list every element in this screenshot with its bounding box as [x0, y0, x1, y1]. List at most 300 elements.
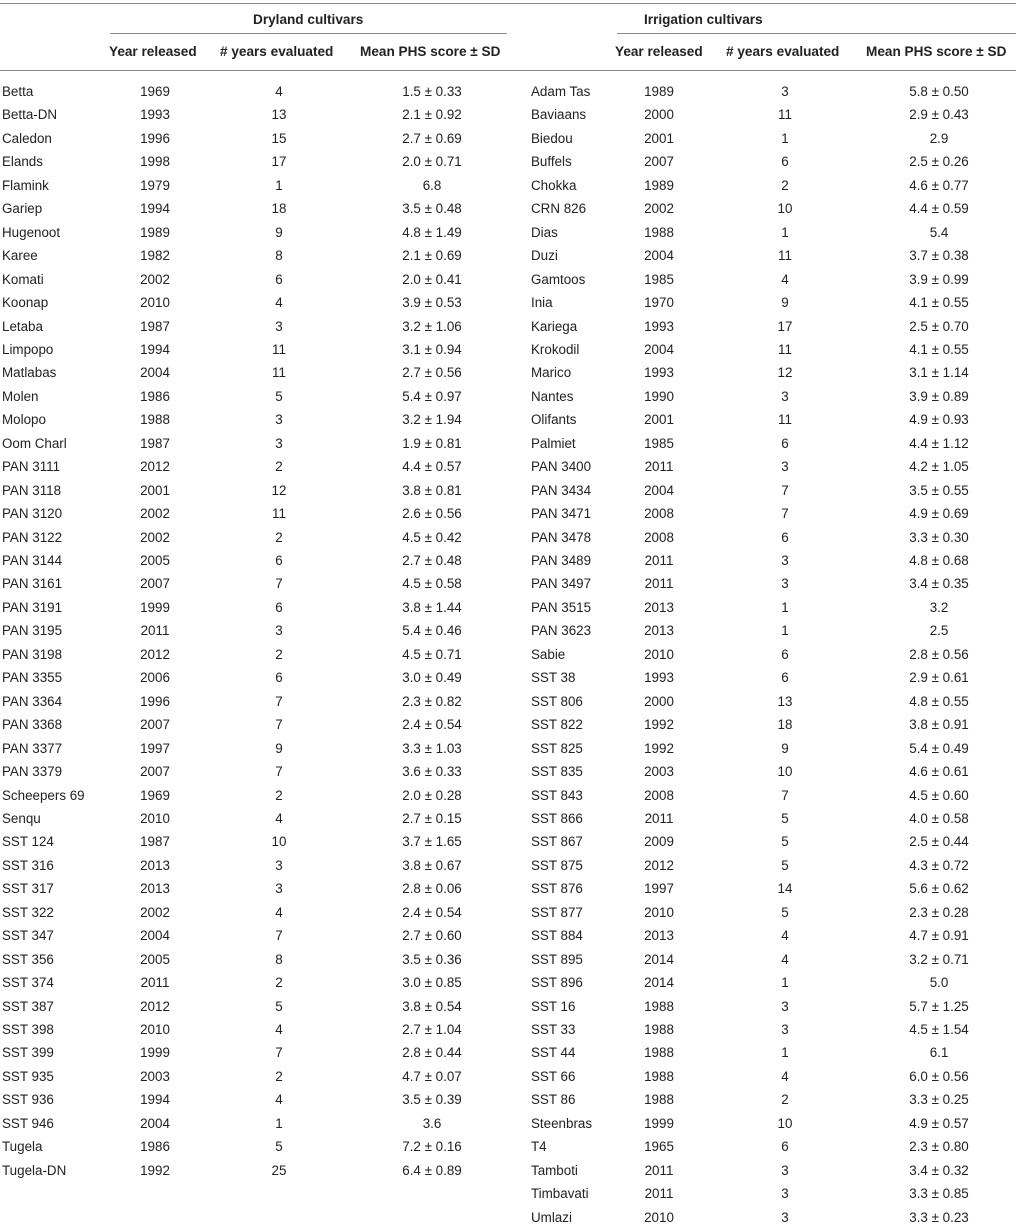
irrigation-mean-phs-header: Mean PHS score ± SD: [866, 44, 1007, 59]
irrigation-cultivar-cell: Krokodil: [531, 341, 580, 357]
dryland-mean-phs-score-cell: 2.7 ± 0.69: [402, 130, 462, 146]
irrigation-mean-phs-score-cell: 5.4 ± 0.49: [909, 740, 969, 756]
irrigation-mean-phs-score-cell: 4.1 ± 0.55: [909, 295, 969, 311]
dryland-cultivar-cell: Molopo: [2, 412, 46, 428]
irrigation-year-released-cell: 1992: [644, 717, 674, 733]
dryland-mean-phs-score-cell: 2.1 ± 0.92: [402, 107, 462, 123]
irrigation-cultivar-cell: Adam Tas: [531, 84, 591, 99]
dryland-cultivar-cell: Senqu: [2, 810, 41, 826]
irrigation-years-evaluated-cell: 17: [777, 318, 793, 334]
irrigation-mean-phs-score-cell: 4.4 ± 0.59: [909, 201, 969, 217]
dryland-cultivar-cell: SST 398: [2, 1022, 54, 1037]
irrigation-years-evaluated-cell: 7: [781, 482, 789, 498]
dryland-mean-phs-score-cell: 4.5 ± 0.58: [402, 576, 462, 592]
dryland-year-released-cell: 1969: [140, 787, 170, 803]
dryland-mean-phs-score-cell: 5.4 ± 0.97: [402, 388, 462, 404]
irrigation-cultivar-cell: Sabie: [531, 646, 566, 662]
dryland-year-released-cell: 2004: [140, 928, 170, 944]
irrigation-mean-phs-score-cell: 2.5 ± 0.26: [909, 154, 969, 170]
dryland-years-evaluated-cell: 15: [271, 130, 287, 146]
dryland-years-evaluated-cell: 3: [275, 435, 283, 451]
dryland-year-released-cell: 1979: [140, 177, 170, 193]
dryland-years-evaluated-cell: 8: [275, 248, 283, 264]
dryland-year-released-cell: 2004: [140, 365, 170, 381]
irrigation-cultivar-cell: Nantes: [531, 388, 574, 404]
dryland-mean-phs-score-cell: 2.7 ± 1.04: [402, 1022, 462, 1037]
dryland-years-evaluated-cell: 4: [275, 84, 283, 99]
irrigation-mean-phs-score-cell: 4.4 ± 1.12: [909, 435, 969, 451]
irrigation-mean-phs-score-cell: 2.3 ± 0.80: [909, 1139, 969, 1155]
irrigation-year-released-cell: 2011: [644, 576, 674, 592]
dryland-year-released-cell: 2007: [140, 717, 170, 733]
irrigation-year-released-cell: 1985: [644, 435, 674, 451]
dryland-mean-phs-score-cell: 3.7 ± 1.65: [402, 834, 462, 850]
irrigation-year-released-cell: 2009: [644, 834, 674, 850]
dryland-years-evaluated-cell: 1: [275, 1115, 283, 1131]
irrigation-years-evaluated-cell: 5: [781, 834, 789, 850]
dryland-year-released-cell: 1987: [140, 435, 170, 451]
dryland-mean-phs-score-cell: 2.0 ± 0.41: [402, 271, 462, 287]
dryland-cultivar-cell: PAN 3120: [2, 506, 63, 522]
dryland-cultivar-cell: Komati: [2, 271, 44, 287]
irrigation-year-released-cell: 2004: [644, 482, 674, 498]
dryland-year-released-cell: 1993: [140, 107, 170, 123]
irrigation-year-released-cell: 2013: [644, 928, 674, 944]
irrigation-year-released-cell: 2010: [644, 904, 674, 920]
irrigation-cultivar-cell: SST 843: [531, 787, 583, 803]
dryland-year-released-cell: 2011: [140, 975, 170, 991]
dryland-years-evaluated-cell: 1: [275, 177, 283, 193]
irrigation-year-released-cell: 2010: [644, 1209, 674, 1225]
dryland-cultivar-cell: SST 356: [2, 951, 54, 967]
irrigation-year-released-cell: 2000: [644, 693, 674, 709]
dryland-cultivar-cell: SST 124: [2, 834, 54, 850]
dryland-cultivar-cell: PAN 3377: [2, 740, 63, 756]
irrigation-year-released-cell: 2008: [644, 529, 674, 545]
irrigation-year-released-cell: 2013: [644, 623, 674, 639]
dryland-mean-phs-score-cell: 3.2 ± 1.94: [402, 412, 462, 428]
irrigation-mean-phs-score-cell: 2.5: [929, 623, 949, 639]
dryland-year-released-cell: 2002: [140, 529, 170, 545]
dryland-year-released-cell: 2012: [140, 998, 170, 1014]
irrigation-mean-phs-score-cell: 3.9 ± 0.89: [909, 388, 969, 404]
irrigation-mean-phs-score-cell: 3.9 ± 0.99: [909, 271, 969, 287]
irrigation-cultivar-cell: Kariega: [531, 318, 578, 334]
dryland-year-released-cell: 2003: [140, 1068, 170, 1084]
irrigation-years-evaluated-cell: 3: [781, 553, 789, 568]
irrigation-cultivar-cell: PAN 3478: [531, 529, 592, 545]
dryland-mean-phs-header: Mean PHS score ± SD: [360, 44, 501, 59]
irrigation-years-evaluated-cell: 6: [781, 670, 789, 686]
dryland-cultivar-cell: SST 322: [2, 904, 54, 920]
irrigation-years-evaluated-cell: 6: [781, 154, 789, 170]
irrigation-cultivar-cell: PAN 3489: [531, 553, 592, 568]
dryland-mean-phs-score-cell: 3.8 ± 1.44: [402, 599, 462, 615]
irrigation-years-evaluated-cell: 11: [778, 412, 792, 428]
irrigation-years-evaluated-cell: 6: [781, 646, 789, 662]
dryland-year-released-cell: 2013: [140, 857, 170, 873]
dryland-mean-phs-score-cell: 3.5 ± 0.36: [402, 951, 462, 967]
irrigation-years-evaluated-cell: 1: [781, 599, 789, 615]
dryland-year-released-cell: 1992: [140, 1162, 170, 1178]
irrigation-cultivar-cell: PAN 3434: [531, 482, 592, 498]
irrigation-years-evaluated-cell: 3: [781, 459, 789, 475]
dryland-year-released-cell: 2012: [140, 459, 170, 475]
dryland-mean-phs-score-cell: 7.2 ± 0.16: [402, 1139, 462, 1155]
irrigation-mean-phs-score-cell: 5.4: [929, 224, 949, 240]
irrigation-year-released-cell: 2004: [644, 341, 674, 357]
irrigation-cultivar-cell: SST 16: [531, 998, 576, 1014]
irrigation-mean-phs-score-cell: 5.7 ± 1.25: [909, 998, 969, 1014]
irrigation-year-released-cell: 1988: [644, 224, 674, 240]
dryland-cultivar-cell: Caledon: [2, 130, 52, 146]
irrigation-cultivar-cell: Dias: [531, 224, 558, 240]
top-rule: [0, 3, 1016, 4]
irrigation-years-evaluated-cell: 3: [781, 1186, 789, 1202]
dryland-year-released-cell: 2001: [140, 482, 170, 498]
irrigation-years-evaluated-cell: 1: [781, 224, 789, 240]
dryland-mean-phs-score-cell: 1.9 ± 0.81: [402, 435, 462, 451]
irrigation-cultivar-cell: PAN 3623: [531, 623, 592, 639]
irrigation-mean-phs-score-cell: 4.0 ± 0.58: [909, 810, 969, 826]
dryland-years-evaluated-cell: 6: [275, 599, 283, 615]
irrigation-cultivar-cell: SST 866: [531, 810, 583, 826]
dryland-year-released-cell: 1988: [140, 412, 170, 428]
irrigation-year-released-cell: 2008: [644, 787, 674, 803]
irrigation-year-released-cell: 1970: [644, 295, 674, 311]
irrigation-cultivar-cell: SST 877: [531, 904, 583, 920]
irrigation-mean-phs-score-cell: 3.1 ± 1.14: [909, 365, 969, 381]
dryland-mean-phs-score-cell: 2.7 ± 0.56: [402, 365, 462, 381]
dryland-cultivar-cell: SST 387: [2, 998, 54, 1014]
irrigation-years-evaluated-cell: 4: [781, 951, 789, 967]
irrigation-mean-phs-score-cell: 6.0 ± 0.56: [909, 1068, 969, 1084]
dryland-year-released-cell: 1994: [140, 341, 170, 357]
irrigation-cultivar-cell: SST 825: [531, 740, 583, 756]
irrigation-year-released-cell: 1993: [644, 365, 674, 381]
dryland-years-evaluated-cell: 5: [275, 1139, 283, 1155]
dryland-years-evaluated-cell: 2: [275, 787, 283, 803]
dryland-year-released-cell: 2010: [140, 810, 170, 826]
irrigation-cultivar-cell: SST 884: [531, 928, 583, 944]
dryland-cultivar-cell: PAN 3111: [2, 459, 61, 475]
dryland-cultivar-cell: PAN 3364: [2, 693, 63, 709]
dryland-mean-phs-score-cell: 3.2 ± 1.06: [402, 318, 462, 334]
irrigation-mean-phs-score-cell: 5.8 ± 0.50: [909, 84, 969, 99]
irrigation-year-released-cell: 1997: [644, 881, 674, 897]
dryland-cultivar-cell: PAN 3161: [2, 576, 63, 592]
dryland-year-released-cell: 1996: [140, 130, 170, 146]
dryland-year-released-cell: 2012: [140, 646, 170, 662]
irrigation-year-released-cell: 2004: [644, 248, 674, 264]
dryland-mean-phs-score-cell: 3.5 ± 0.48: [402, 201, 462, 217]
irrigation-years-evaluated-cell: 1: [781, 975, 789, 991]
irrigation-year-released-cell: 2011: [644, 459, 674, 475]
irrigation-year-released-cell: 1988: [644, 1068, 674, 1084]
dryland-years-evaluated-cell: 7: [275, 717, 283, 733]
dryland-mean-phs-score-cell: 3.1 ± 0.94: [402, 341, 462, 357]
dryland-years-evaluated-header: # years evaluated: [220, 44, 334, 59]
irrigation-years-evaluated-cell: 7: [781, 787, 789, 803]
dryland-year-released-cell: 2006: [140, 670, 170, 686]
irrigation-mean-phs-score-cell: 3.2: [929, 599, 949, 615]
irrigation-cultivar-cell: Chokka: [531, 177, 577, 193]
irrigation-mean-phs-score-cell: 3.3 ± 0.85: [909, 1186, 969, 1202]
irrigation-group-heading: Irrigation cultivars: [644, 12, 763, 27]
irrigation-mean-phs-score-cell: 4.5 ± 1.54: [909, 1022, 969, 1037]
dryland-years-evaluated-cell: 8: [275, 951, 283, 967]
irrigation-year-released-cell: 2000: [644, 107, 674, 123]
irrigation-cultivar-cell: PAN 3400: [531, 459, 592, 475]
irrigation-year-released-cell: 2011: [644, 810, 674, 826]
irrigation-year-released-cell: 1989: [644, 177, 674, 193]
dryland-cultivar-cell: PAN 3355: [2, 670, 63, 686]
dryland-year-released-cell: 2011: [140, 623, 170, 639]
irrigation-years-evaluated-cell: 1: [781, 1045, 789, 1061]
dryland-year-released-cell: 1997: [140, 740, 170, 756]
dryland-mean-phs-score-cell: 4.7 ± 0.07: [402, 1068, 462, 1084]
dryland-cultivar-cell: SST 946: [2, 1115, 54, 1131]
dryland-cultivar-cell: SST 935: [2, 1068, 54, 1084]
irrigation-mean-phs-score-cell: 4.9 ± 0.93: [909, 412, 969, 428]
irrigation-mean-phs-score-cell: 2.9: [929, 130, 949, 146]
dryland-cultivar-cell: SST 399: [2, 1045, 54, 1061]
irrigation-year-released-cell: 1988: [644, 1022, 674, 1037]
dryland-years-evaluated-cell: 4: [275, 1022, 283, 1037]
dryland-year-released-cell: 1994: [140, 1092, 170, 1108]
dryland-year-released-cell: 2013: [140, 881, 170, 897]
dryland-mean-phs-score-cell: 4.5 ± 0.71: [402, 646, 462, 662]
dryland-year-released-cell: 2002: [140, 904, 170, 920]
dryland-cultivar-cell: Karee: [2, 248, 38, 264]
dryland-years-evaluated-cell: 2: [275, 975, 283, 991]
irrigation-mean-phs-score-cell: 4.8 ± 0.68: [909, 553, 969, 568]
dryland-year-released-cell: 1999: [140, 1045, 170, 1061]
irrigation-years-evaluated-cell: 6: [781, 1139, 789, 1155]
dryland-cultivar-cell: Hugenoot: [2, 224, 61, 240]
irrigation-cultivar-cell: SST 822: [531, 717, 583, 733]
irrigation-cultivar-cell: SST 38: [531, 670, 576, 686]
dryland-cultivar-cell: Oom Charl: [2, 435, 67, 451]
irrigation-years-evaluated-cell: 1: [781, 130, 789, 146]
dryland-cultivar-cell: PAN 3195: [2, 623, 63, 639]
irrigation-cultivar-cell: T4: [531, 1139, 547, 1155]
irrigation-mean-phs-score-cell: 3.3 ± 0.23: [909, 1209, 969, 1225]
dryland-year-released-cell: 2002: [140, 271, 170, 287]
irrigation-years-evaluated-cell: 9: [781, 295, 789, 311]
dryland-mean-phs-score-cell: 2.0 ± 0.71: [402, 154, 462, 170]
irrigation-years-evaluated-cell: 3: [781, 576, 789, 592]
irrigation-cultivar-cell: PAN 3471: [531, 506, 592, 522]
irrigation-years-evaluated-cell: 3: [781, 998, 789, 1014]
dryland-mean-phs-score-cell: 2.6 ± 0.56: [402, 506, 462, 522]
dryland-year-released-cell: 2007: [140, 764, 170, 780]
dryland-mean-phs-score-cell: 6.4 ± 0.89: [402, 1162, 462, 1178]
dryland-mean-phs-score-cell: 3.5 ± 0.39: [402, 1092, 462, 1108]
dryland-mean-phs-score-cell: 3.8 ± 0.67: [402, 857, 462, 873]
irrigation-mean-phs-score-cell: 3.3 ± 0.25: [909, 1092, 969, 1108]
dryland-years-evaluated-cell: 7: [275, 764, 283, 780]
irrigation-year-released-cell: 2003: [644, 764, 674, 780]
irrigation-mean-phs-score-cell: 2.5 ± 0.70: [909, 318, 969, 334]
irrigation-years-evaluated-cell: 3: [781, 1022, 789, 1037]
irrigation-years-evaluated-cell: 10: [777, 201, 793, 217]
irrigation-year-released-cell: 2001: [644, 130, 674, 146]
dryland-cultivar-cell: Letaba: [2, 318, 43, 334]
dryland-mean-phs-score-cell: 3.8 ± 0.54: [402, 998, 462, 1014]
dryland-cultivar-cell: SST 374: [2, 975, 54, 991]
dryland-cultivar-cell: Koonap: [2, 295, 49, 311]
dryland-cultivar-cell: Elands: [2, 154, 43, 170]
irrigation-years-evaluated-cell: 11: [778, 341, 792, 357]
dryland-mean-phs-score-cell: 1.5 ± 0.33: [402, 84, 462, 99]
dryland-year-released-cell: 2007: [140, 576, 170, 592]
irrigation-year-released-cell: 1965: [644, 1139, 674, 1155]
dryland-mean-phs-score-cell: 2.7 ± 0.48: [402, 553, 462, 568]
irrigation-years-evaluated-cell: 6: [781, 529, 789, 545]
irrigation-years-evaluated-cell: 5: [781, 857, 789, 873]
irrigation-years-evaluated-cell: 14: [777, 881, 793, 897]
dryland-year-released-cell: 1998: [140, 154, 170, 170]
dryland-years-evaluated-cell: 4: [275, 904, 283, 920]
dryland-years-evaluated-cell: 6: [275, 271, 283, 287]
dryland-mean-phs-score-cell: 6.8: [422, 177, 442, 193]
dryland-cultivar-cell: Matlabas: [2, 365, 57, 381]
dryland-years-evaluated-cell: 7: [275, 576, 283, 592]
irrigation-year-header: Year released: [615, 44, 703, 59]
irrigation-years-evaluated-cell: 3: [781, 1209, 789, 1225]
dryland-mean-phs-score-cell: 4.5 ± 0.42: [402, 529, 462, 545]
irrigation-mean-phs-score-cell: 4.8 ± 0.55: [909, 693, 969, 709]
dryland-mean-phs-score-cell: 3.9 ± 0.53: [402, 295, 462, 311]
irrigation-year-released-cell: 1990: [644, 388, 674, 404]
irrigation-year-released-cell: 1988: [644, 998, 674, 1014]
irrigation-cultivar-cell: Olifants: [531, 412, 577, 428]
irrigation-mean-phs-score-cell: 3.8 ± 0.91: [909, 717, 969, 733]
dryland-mean-phs-score-cell: 2.8 ± 0.44: [402, 1045, 462, 1061]
dryland-years-evaluated-cell: 3: [275, 881, 283, 897]
irrigation-years-evaluated-cell: 3: [781, 84, 789, 99]
irrigation-year-released-cell: 1985: [644, 271, 674, 287]
irrigation-cultivar-cell: Marico: [531, 365, 572, 381]
irrigation-cultivar-cell: SST 876: [531, 881, 583, 897]
dryland-mean-phs-score-cell: 3.6 ± 0.33: [402, 764, 462, 780]
dryland-years-evaluated-cell: 5: [275, 388, 283, 404]
dryland-year-released-cell: 1986: [140, 388, 170, 404]
dryland-cultivar-cell: PAN 3379: [2, 764, 63, 780]
dryland-years-evaluated-cell: 6: [275, 670, 283, 686]
irrigation-cultivar-cell: SST 66: [531, 1068, 576, 1084]
irrigation-mean-phs-score-cell: 3.7 ± 0.38: [909, 248, 969, 264]
irrigation-mean-phs-score-cell: 3.4 ± 0.35: [909, 576, 969, 592]
irrigation-mean-phs-score-cell: 2.8 ± 0.56: [909, 646, 969, 662]
irrigation-year-released-cell: 2008: [644, 506, 674, 522]
irrigation-mean-phs-score-cell: 3.5 ± 0.55: [909, 482, 969, 498]
irrigation-year-released-cell: 2014: [644, 975, 674, 991]
irrigation-mean-phs-score-cell: 4.3 ± 0.72: [909, 857, 969, 873]
dryland-years-evaluated-cell: 2: [275, 1068, 283, 1084]
dryland-years-evaluated-cell: 9: [275, 224, 283, 240]
irrigation-years-evaluated-cell: 13: [777, 693, 793, 709]
irrigation-year-released-cell: 1993: [644, 318, 674, 334]
dryland-mean-phs-score-cell: 2.4 ± 0.54: [402, 904, 462, 920]
irrigation-year-released-cell: 1999: [644, 1115, 674, 1131]
dryland-cultivar-cell: Scheepers 69: [2, 787, 85, 803]
irrigation-year-released-cell: 1992: [644, 740, 674, 756]
dryland-year-released-cell: 1999: [140, 599, 170, 615]
dryland-mean-phs-score-cell: 2.7 ± 0.60: [402, 928, 462, 944]
irrigation-cultivar-cell: Buffels: [531, 154, 572, 170]
dryland-cultivar-cell: Molen: [2, 388, 39, 404]
dryland-cultivar-cell: PAN 3198: [2, 646, 63, 662]
dryland-year-released-cell: 1989: [140, 224, 170, 240]
dryland-cultivar-cell: PAN 3122: [2, 529, 63, 545]
irrigation-cultivar-cell: PAN 3497: [531, 576, 592, 592]
irrigation-mean-phs-score-cell: 3.4 ± 0.32: [909, 1162, 969, 1178]
irrigation-year-released-cell: 2011: [644, 553, 674, 568]
irrigation-cultivar-cell: SST 875: [531, 857, 583, 873]
dryland-year-released-cell: 1982: [140, 248, 170, 264]
irrigation-cultivar-cell: Biedou: [531, 130, 573, 146]
irrigation-mean-phs-score-cell: 4.9 ± 0.69: [909, 506, 969, 522]
irrigation-cultivar-cell: Umlazi: [531, 1209, 572, 1225]
irrigation-group-rule: [617, 33, 1016, 34]
irrigation-cultivar-cell: SST 86: [531, 1092, 576, 1108]
dryland-years-evaluated-cell: 3: [275, 318, 283, 334]
dryland-years-evaluated-cell: 6: [275, 553, 283, 568]
dryland-years-evaluated-cell: 13: [271, 107, 287, 123]
dryland-mean-phs-score-cell: 2.8 ± 0.06: [402, 881, 462, 897]
dryland-mean-phs-score-cell: 3.0 ± 0.49: [402, 670, 462, 686]
irrigation-year-released-cell: 1988: [644, 1045, 674, 1061]
irrigation-mean-phs-score-cell: 4.6 ± 0.61: [909, 764, 969, 780]
irrigation-year-released-cell: 1993: [644, 670, 674, 686]
dryland-mean-phs-score-cell: 2.4 ± 0.54: [402, 717, 462, 733]
irrigation-year-released-cell: 2012: [644, 857, 674, 873]
dryland-years-evaluated-cell: 11: [272, 341, 286, 357]
dryland-mean-phs-score-cell: 5.4 ± 0.46: [402, 623, 462, 639]
irrigation-years-evaluated-cell: 11: [778, 248, 792, 264]
dryland-years-evaluated-cell: 3: [275, 857, 283, 873]
dryland-years-evaluated-cell: 4: [275, 810, 283, 826]
irrigation-year-released-cell: 2001: [644, 412, 674, 428]
dryland-years-evaluated-cell: 5: [275, 998, 283, 1014]
dryland-cultivar-cell: Betta: [2, 84, 34, 99]
dryland-year-released-cell: 1994: [140, 201, 170, 217]
dryland-mean-phs-score-cell: 4.8 ± 1.49: [402, 224, 462, 240]
dryland-years-evaluated-cell: 12: [271, 482, 287, 498]
irrigation-year-released-cell: 2010: [644, 646, 674, 662]
irrigation-years-evaluated-cell: 6: [781, 435, 789, 451]
irrigation-cultivar-cell: Palmiet: [531, 435, 576, 451]
dryland-cultivar-cell: Flamink: [2, 177, 49, 193]
irrigation-years-evaluated-header: # years evaluated: [726, 44, 840, 59]
irrigation-year-released-cell: 2007: [644, 154, 674, 170]
dryland-mean-phs-score-cell: 2.1 ± 0.69: [402, 248, 462, 264]
irrigation-years-evaluated-cell: 4: [781, 1068, 789, 1084]
irrigation-cultivar-cell: Inia: [531, 295, 553, 311]
irrigation-mean-phs-score-cell: 4.2 ± 1.05: [909, 459, 969, 475]
irrigation-cultivar-cell: Tamboti: [531, 1162, 578, 1178]
dryland-year-released-cell: 1986: [140, 1139, 170, 1155]
dryland-cultivar-cell: SST 936: [2, 1092, 54, 1108]
dryland-mean-phs-score-cell: 4.4 ± 0.57: [402, 459, 462, 475]
irrigation-mean-phs-score-cell: 3.3 ± 0.30: [909, 529, 969, 545]
irrigation-years-evaluated-cell: 3: [781, 1162, 789, 1178]
irrigation-cultivar-cell: Steenbras: [531, 1115, 593, 1131]
irrigation-years-evaluated-cell: 4: [781, 271, 789, 287]
irrigation-mean-phs-score-cell: 2.3 ± 0.28: [909, 904, 969, 920]
